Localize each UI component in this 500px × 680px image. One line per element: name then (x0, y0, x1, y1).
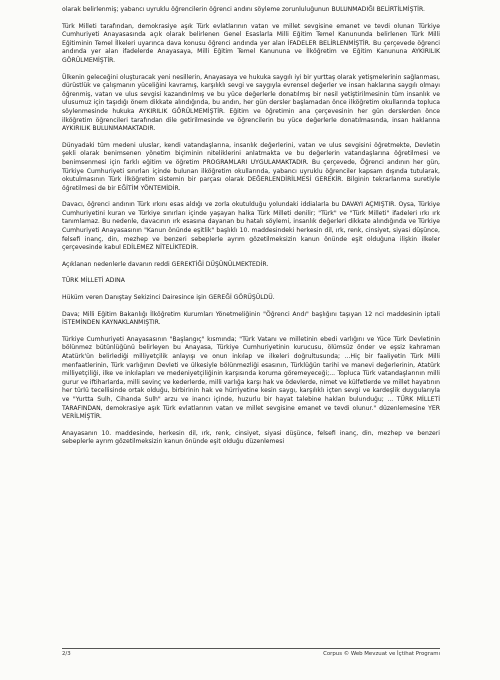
paragraph: olarak belirlenmiş; yabancı uyruklu öğrencilerin öğrenci andını söyleme zorunluluğunun BULUNMADIĞI BELİRTİLMİŞTİR. (62, 6, 425, 13)
paragraph: Ülkenin geleceğini oluşturacak yeni nesillerin, Anayasaya ve hukuka saygılı iyi bir yurttaş olarak yetişmelerinin sağlanması, dürüstlük ve çalışmanın yüceliğini kavramış, karşılıklı sevgi ve saygıyla evrensel değerler ve insan haklarına saygılı olmayı öğrenmiş, vatan ve ulus sevgisi kazandırılmış ve bu yüce değerlerle donatılmış bir nesil yetiştirilmesinin tüm insanlık ve ulusumuz için taşıdığı önem dikkate alındığında, bu andın, her gün dersler başlamadan önce ilköğretim okullarında topluca söylenmesinde hukuka AYKIRILIK GÖRÜLMEMİŞTİR. Eğitim ve öğretimin ana çerçevesinin her gün derslerden önce ilköğretim öğrencileri tarafından dile getirilmesinde ve öğrencilerin bu yüce değerlerle donatılmasında, insan haklarına AYKIRILIK BULUNMAMAKTADIR. (62, 73, 440, 133)
footer-source: Corpus © Web Mevzuat ve İçtihat Programı (323, 651, 440, 657)
section-heading: TÜRK MİLLETİ ADINA (62, 277, 125, 285)
paragraph: Dünyadaki tüm medeni uluslar, kendi vatandaşlarına, insanlık değerlerini, vatan ve ulus sevgisini öğretmekte, Devletin şekli olarak benimsenen yönetim biçiminin niteliklerini anlatmakta ve bu değerlerin vatandaşlarına öğretilmesi ve benimsenmesi için farklı eğitim ve öğretim PROGRAMLARI UYGULAMAKTADIR. Bu çerçevede, Öğrenci andının her gün, Türkiye Cumhuriyeti sınırları içinde bulunan ilköğretim okullarında, yabancı uyruklu öğrenciler kapsam dışında tutularak, okutulmasının Türk İlköğretim sistemin bir parçası olarak DEĞERLENDİRİLMESİ GEREKİR. Bilginin tekrarlanma suretiyle öğretilmesi de bir EĞİTİM YÖNTEMİDİR. (62, 141, 440, 192)
paragraph: Türkiye Cumhuriyeti Anayasasının "Başlangıç" kısmında; "Türk Vatanı ve milletinin ebedi varlığını ve Yüce Türk Devletinin bölünmez bütünlüğünü belirleyen bu Anayasa, Türkiye Cumhuriyetinin kurucusu, ölümsüz önder ve eşsiz kahraman Atatürk'ün belirlediği milliyetçilik anlayışı ve onun inkılap ve ilkeleri doğrultusunda; ...Hiç bir faaliyetin Türk Milli menfaatlerinin, Türk varlığının Devleti ve ülkesiyle bölünmezliği esasının, Türklüğün tarihi ve manevi değerlerinin, Atatürk milliyetçiliği, ilke ve inkılapları ve medeniyetçiliğinin karşısında koruma göremeyeceği;... Topluca Türk vatandaşlarının milli gurur ve iftiharlarda, milli sevinç ve kederlerde, milli varlığa karşı hak ve ödevlerde, nimet ve külfetlerde ve millet hayatının her türlü tecellisinde ortak olduğu, birbirinin hak ve hürriyetine kesin saygı, karşılıklı içten sevgi ve kardeşlik duygularıyla ve "Yurtta Sulh, Cihanda Sulh" arzu ve inancı içinde, huzurlu bir hayat talebine hakları bulunduğu; ... TÜRK MİLLETİ TARAFINDAN, demokrasiye aşık Türk evlatlarının vatan ve millet sevgisine emanet ve tevdi olunur." düzenlemesine YER VERİLMİŞTİR. (62, 335, 440, 421)
page-number: 2/3 (62, 651, 71, 657)
paragraph: Davacı, öğrenci andının Türk ırkını esas aldığı ve zorla okutulduğu yolundaki iddialarla bu DAVAYI AÇMIŞTIR. Oysa, Türkiye Cumhuriyetini kuran ve Türkiye sınırları içinde yaşayan halka Türk Milleti denilir; "Türk" ve "Türk Milleti" ifadeleri ırkı ırk tanımlamaz. Bu nedenle, davacının ırk esasına dayanan bu hatalı söylemi, insanlık değerleri dikkate alındığında ve Türkiye Cumhuriyeti Anayasasının "Kanun önünde eşitlik" başlıklı 10. maddesindeki herkesin dil, ırk, renk, cinsiyet, siyasi düşünce, felsefi inanç, din, mezhep ve benzeri sebeplerle ayrım gözetilmeksizin kanun önünde eşit olduğuna ilişkin ilkeler çerçevesinde kabul EDİLEMEZ NİTELİKTEDİR. (62, 201, 440, 252)
paragraph: Anayasanın 10. maddesinde, herkesin dil, ırk, renk, cinsiyet, siyasi düşünce, felsefi inanç, din, mezhep ve benzeri sebeplerle ayrım gözetilmeksizin kanun önünde eşit olduğu düzenlemesi (62, 429, 440, 446)
page-footer (62, 648, 440, 657)
paragraph: Açıklanan nedenlerle davanın reddi GEREKTİĞİ DÜŞÜNÜLMEKTEDİR. (62, 260, 269, 268)
paragraph: Hüküm veren Danıştay Sekizinci Dairesince işin GEREĞİ GÖRÜŞÜLDÜ. (62, 294, 275, 302)
paragraph: Türk Milleti tarafından, demokrasiye aşık Türk evlatlarının vatan ve millet sevgisine emanet ve tevdi olunan Türkiye Cumhuriyeti Anayasasında açık olarak belirlenen Genel Esaslarla Milli Eğitim Temel Kanununda belirlenen Türk Milli Eğitiminin Temel İlkeleri uyarınca dava konusu öğrenci andında yer alan İFADELER BELİRLENMİŞTİR. Bu çerçevede öğrenci andında yer alan ifadelerde Anayasaya, Milli Eğitim Temel Kanununa ve İlköğretim ve Eğitim Kanununa AYKIRILIK GÖRÜLMEMİŞTİR. (62, 22, 440, 64)
paragraph: Dava; Milli Eğitim Bakanlığı İlköğretim Kurumları Yönetmeliğinin "Öğrenci Andı" başlığını taşıyan 12 nci maddesinin iptali İSTEMİNDEN KAYNAKLANMIŞTIR. (62, 310, 440, 327)
